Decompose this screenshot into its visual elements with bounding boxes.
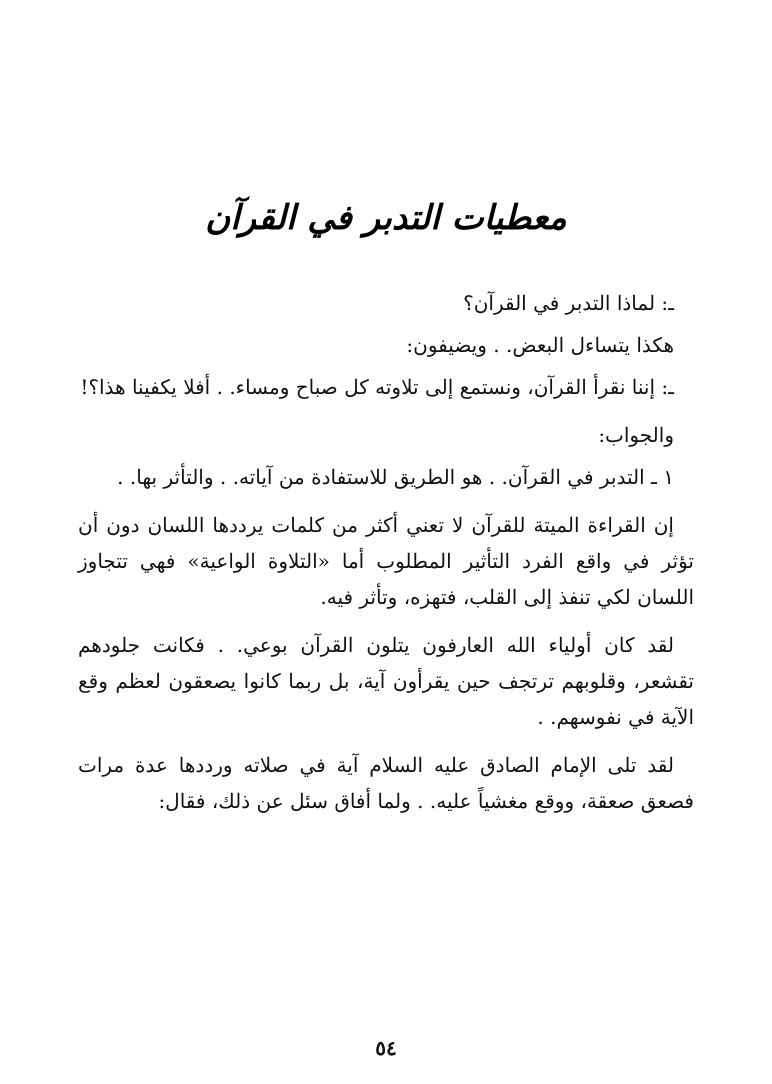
paragraph-objection: ـ: إننا نقرأ القرآن، ونستمع إلى تلاوته كل صباح ومساء. . أفلا يكفينا هذا؟! xyxy=(80,375,674,399)
paragraph-intro: هكذا يتساءل البعض. . ويضيفون: xyxy=(406,333,674,357)
page-number: ٥٤ xyxy=(375,1036,397,1060)
paragraph-dead-reading: إن القراءة الميتة للقرآن لا تعني أكثر من كلمات يرددها اللسان دون أن تؤثر في واقع الفرد التأثير المطلوب أما «التلاوة الواعية» فهي تتجاوز اللسان لكي تنفذ إلى القلب، فتهزه، وتأثر فيه. xyxy=(78,513,694,609)
paragraph-question: ـ: لماذا التدبر في القرآن؟ xyxy=(463,291,674,315)
page-body xyxy=(78,285,694,831)
paragraph-answer-label: والجواب: xyxy=(598,423,674,447)
paragraph-point-one: ١ ـ التدبر في القرآن. . هو الطريق للاستفادة من آياته. . والتأثر بها. . xyxy=(117,465,674,489)
paragraph-imam-sadiq: لقد تلى الإمام الصادق عليه السلام آية في صلاته ورددها عدة مرات فصعق صعقة، ووقع مغشياً عليه. . ولما أفاق سئل عن ذلك، فقال: xyxy=(78,753,694,813)
paragraph-saints: لقد كان أولياء الله العارفون يتلون القرآن بوعي. . فكانت جلودهم تقشعر، وقلوبهم ترتجف حين يقرأون آية، بل ربما كانوا يصعقون لعظم وقع الآية في نفوسهم. . xyxy=(78,633,694,729)
chapter-title: معطيات التدبر في القرآن xyxy=(205,198,567,238)
